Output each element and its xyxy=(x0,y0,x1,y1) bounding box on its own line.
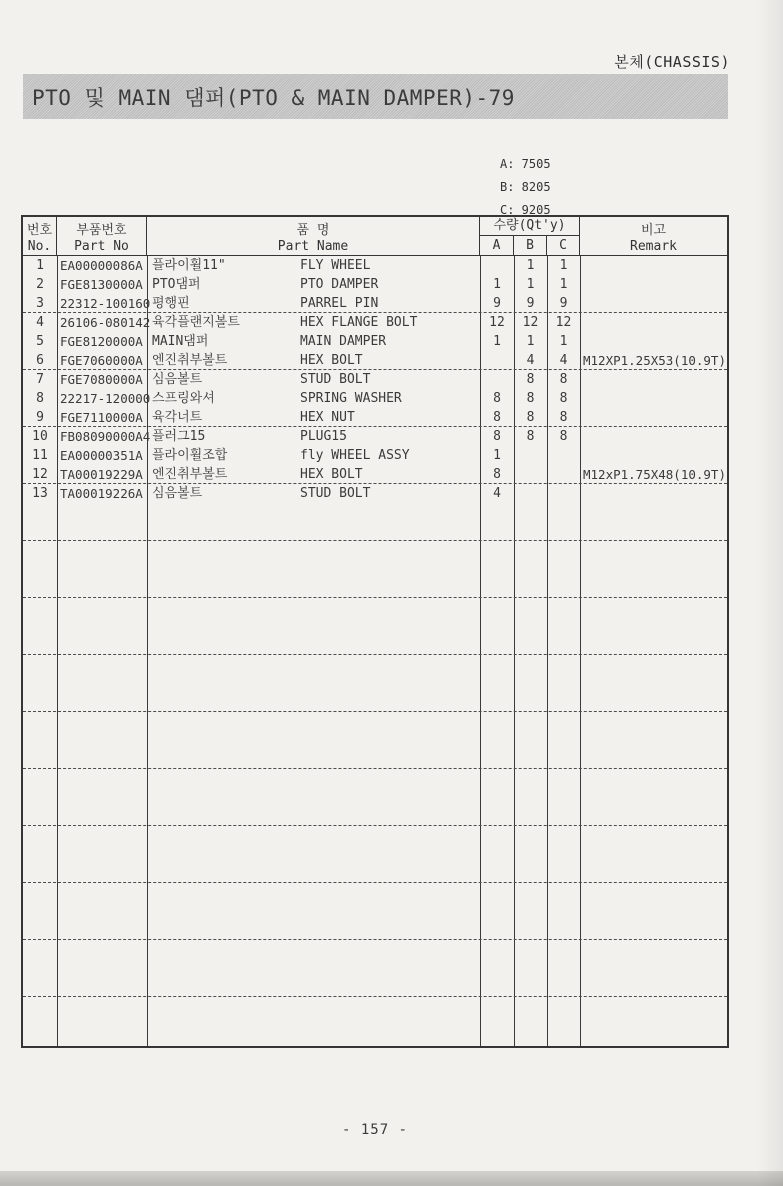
qty-a: 4 xyxy=(493,486,501,501)
header-no-en: No. xyxy=(27,238,52,254)
header-remark-en: Remark xyxy=(630,238,677,254)
part-number: FGE8130000A xyxy=(60,277,143,292)
row-group-divider xyxy=(23,540,727,541)
part-name-kr: 심음볼트 xyxy=(152,372,203,387)
row-group-divider xyxy=(23,654,727,655)
row-group-divider xyxy=(23,882,727,883)
part-name-en: HEX FLANGE BOLT xyxy=(300,315,418,330)
qty-a: 1 xyxy=(493,334,501,349)
table-row xyxy=(23,351,727,370)
section-label: 본체(CHASSIS) xyxy=(614,53,730,71)
qty-c: 1 xyxy=(559,258,568,273)
header-part-name xyxy=(147,217,480,255)
remark xyxy=(580,313,727,332)
qty-b: 8 xyxy=(526,391,535,406)
part-name xyxy=(147,294,480,313)
part-name xyxy=(147,256,480,275)
header-qty-a: A xyxy=(480,236,514,255)
qty-c: 8 xyxy=(559,391,568,406)
title-bar xyxy=(23,74,728,119)
part-name-kr: 심음볼트 xyxy=(152,486,203,501)
part-name xyxy=(147,446,480,465)
part-number: FGE7110000A xyxy=(60,410,143,425)
table-row xyxy=(23,275,727,294)
qty-a xyxy=(480,256,514,275)
header-qty-group xyxy=(480,217,580,255)
table-row xyxy=(23,465,727,484)
row-group-divider xyxy=(23,825,727,826)
remark xyxy=(580,427,727,446)
qty-c: 8 xyxy=(559,429,568,444)
remark: M12xP1.75X48(10.9T) xyxy=(583,467,726,482)
qty-a: 1 xyxy=(493,448,501,463)
parts-table xyxy=(21,215,729,1048)
part-name-en: fly WHEEL ASSY xyxy=(300,448,410,463)
row-number: 13 xyxy=(32,486,48,501)
part-name xyxy=(147,351,480,370)
table-row xyxy=(23,389,727,408)
header-qty-b: B xyxy=(514,236,547,255)
row-number: 8 xyxy=(36,391,44,406)
qty-b xyxy=(514,484,547,503)
part-name-en: HEX BOLT xyxy=(300,353,363,368)
part-name-en: STUD BOLT xyxy=(300,486,371,501)
qty-c xyxy=(547,484,580,503)
part-name-en: STUD BOLT xyxy=(300,372,371,387)
header-part-no xyxy=(57,217,147,255)
part-name-kr: 엔진취부볼트 xyxy=(152,467,228,482)
table-row xyxy=(23,256,727,275)
table-row xyxy=(23,408,727,427)
qty-b: 12 xyxy=(522,315,539,330)
part-name xyxy=(147,332,480,351)
part-name-en: PTO DAMPER xyxy=(300,277,379,292)
scan-edge xyxy=(0,1171,783,1186)
table-row xyxy=(23,370,727,389)
part-number: TA00019229A xyxy=(60,467,143,482)
page-title: PTO 및 MAIN 댐퍼(PTO & MAIN DAMPER)-79 xyxy=(32,85,515,110)
part-number: FB08090000A4 xyxy=(60,429,151,444)
table-header xyxy=(23,217,727,256)
qty-a: 9 xyxy=(493,296,501,311)
table-row xyxy=(23,446,727,465)
part-number: FGE8120000A xyxy=(60,334,143,349)
remark xyxy=(580,332,727,351)
part-name-kr: 육각플랜지볼트 xyxy=(152,315,240,330)
qty-c: 9 xyxy=(559,296,568,311)
row-number: 6 xyxy=(36,353,44,368)
header-remark-kr: 비고 xyxy=(640,222,667,238)
part-name-kr: 평행핀 xyxy=(152,296,190,311)
qty-b: 1 xyxy=(526,277,535,292)
row-group-divider xyxy=(23,768,727,769)
part-number: 26106-080142 xyxy=(60,315,151,330)
remark xyxy=(580,294,727,313)
variant-legend xyxy=(500,153,551,222)
part-name xyxy=(147,408,480,427)
header-part-no-en: Part No xyxy=(74,238,129,254)
qty-a xyxy=(480,370,514,389)
part-name xyxy=(147,275,480,294)
row-number: 3 xyxy=(36,296,44,311)
part-name-kr: 플러그15 xyxy=(152,429,206,444)
qty-c: 1 xyxy=(559,277,568,292)
part-name-kr: 육각너트 xyxy=(152,410,203,425)
part-name xyxy=(147,313,480,332)
table-row xyxy=(23,484,727,503)
header-part-name-en: Part Name xyxy=(277,238,349,254)
qty-b: 4 xyxy=(526,353,535,368)
part-name xyxy=(147,484,480,503)
remark xyxy=(580,275,727,294)
part-name-kr: 엔진취부볼트 xyxy=(152,353,228,368)
row-number: 4 xyxy=(36,315,44,330)
header-qty: 수량(Qt'y) xyxy=(480,217,579,236)
qty-b xyxy=(514,446,547,465)
row-number: 12 xyxy=(32,467,48,482)
remark: M12XP1.25X53(10.9T) xyxy=(583,353,726,368)
part-name-kr: 플라이휠11" xyxy=(152,258,226,273)
qty-c: 8 xyxy=(559,372,568,387)
legend-item-b: B: 8205 xyxy=(500,180,551,194)
part-name-en: SPRING WASHER xyxy=(300,391,402,406)
qty-b: 8 xyxy=(526,429,535,444)
header-remark xyxy=(580,217,727,255)
remark xyxy=(580,370,727,389)
row-number: 5 xyxy=(36,334,44,349)
header-part-no-kr: 부품번호 xyxy=(76,222,127,238)
part-name xyxy=(147,465,480,484)
part-number: 22312-100160 xyxy=(60,296,151,311)
part-number: EA00000351A xyxy=(60,448,143,463)
qty-b: 1 xyxy=(526,258,535,273)
qty-c xyxy=(547,446,580,465)
part-name-kr: PTO댐퍼 xyxy=(152,277,201,292)
part-number: FGE7080000A xyxy=(60,372,143,387)
header-qty-c: C xyxy=(559,238,567,253)
part-name xyxy=(147,389,480,408)
qty-b: 8 xyxy=(526,372,535,387)
row-group-divider xyxy=(23,996,727,997)
header-part-name-kr: 품 명 xyxy=(296,222,330,238)
part-name xyxy=(147,370,480,389)
part-number: 22217-120000 xyxy=(60,391,151,406)
header-no-kr: 번호 xyxy=(26,222,53,238)
table-row xyxy=(23,313,727,332)
qty-c xyxy=(547,465,580,484)
qty-c: 1 xyxy=(559,334,568,349)
row-group-divider xyxy=(23,939,727,940)
remark xyxy=(580,256,727,275)
qty-a: 8 xyxy=(493,391,501,406)
table-row xyxy=(23,332,727,351)
row-number: 7 xyxy=(36,372,44,387)
legend-item-a: A: 7505 xyxy=(500,157,551,171)
part-number: EA00000086A xyxy=(60,258,143,273)
qty-a: 1 xyxy=(493,277,501,292)
qty-a xyxy=(480,351,514,370)
part-name-en: HEX NUT xyxy=(300,410,355,425)
table-row xyxy=(23,427,727,446)
row-group-divider xyxy=(23,711,727,712)
qty-c: 4 xyxy=(559,353,568,368)
table-row xyxy=(23,294,727,313)
part-name-en: FLY WHEEL xyxy=(300,258,371,273)
row-number: 1 xyxy=(36,258,44,273)
row-group-divider xyxy=(23,597,727,598)
row-number: 2 xyxy=(36,277,44,292)
qty-a: 8 xyxy=(493,410,501,425)
row-number: 9 xyxy=(36,410,44,425)
qty-c: 12 xyxy=(555,315,572,330)
qty-b xyxy=(514,465,547,484)
qty-a: 12 xyxy=(489,315,505,330)
part-name-kr: 플라이휠조합 xyxy=(152,448,228,463)
part-name-kr: 스프링와셔 xyxy=(152,391,215,406)
qty-a: 8 xyxy=(493,429,501,444)
qty-a: 8 xyxy=(493,467,501,482)
part-name-en: HEX BOLT xyxy=(300,467,363,482)
part-number: FGE7060000A xyxy=(60,353,143,368)
legend-item-c: C: 9205 xyxy=(500,203,551,217)
remark xyxy=(580,389,727,408)
remark xyxy=(580,446,727,465)
part-name-en: PLUG15 xyxy=(300,429,347,444)
row-number: 11 xyxy=(32,448,48,463)
remark xyxy=(580,484,727,503)
part-name-en: MAIN DAMPER xyxy=(300,334,387,349)
remark xyxy=(580,408,727,427)
row-number: 10 xyxy=(32,429,48,444)
qty-c: 8 xyxy=(559,410,568,425)
table-body xyxy=(23,256,727,1046)
qty-b: 1 xyxy=(526,334,535,349)
page-number: - 157 - xyxy=(341,1122,408,1138)
qty-b: 9 xyxy=(526,296,535,311)
header-no xyxy=(23,217,57,255)
table-body-rows xyxy=(23,256,727,503)
part-name xyxy=(147,427,480,446)
part-name-kr: MAIN댐퍼 xyxy=(152,334,209,349)
part-number: TA00019226A xyxy=(60,486,143,501)
qty-b: 8 xyxy=(526,410,535,425)
part-name-en: PARREL PIN xyxy=(300,296,379,311)
